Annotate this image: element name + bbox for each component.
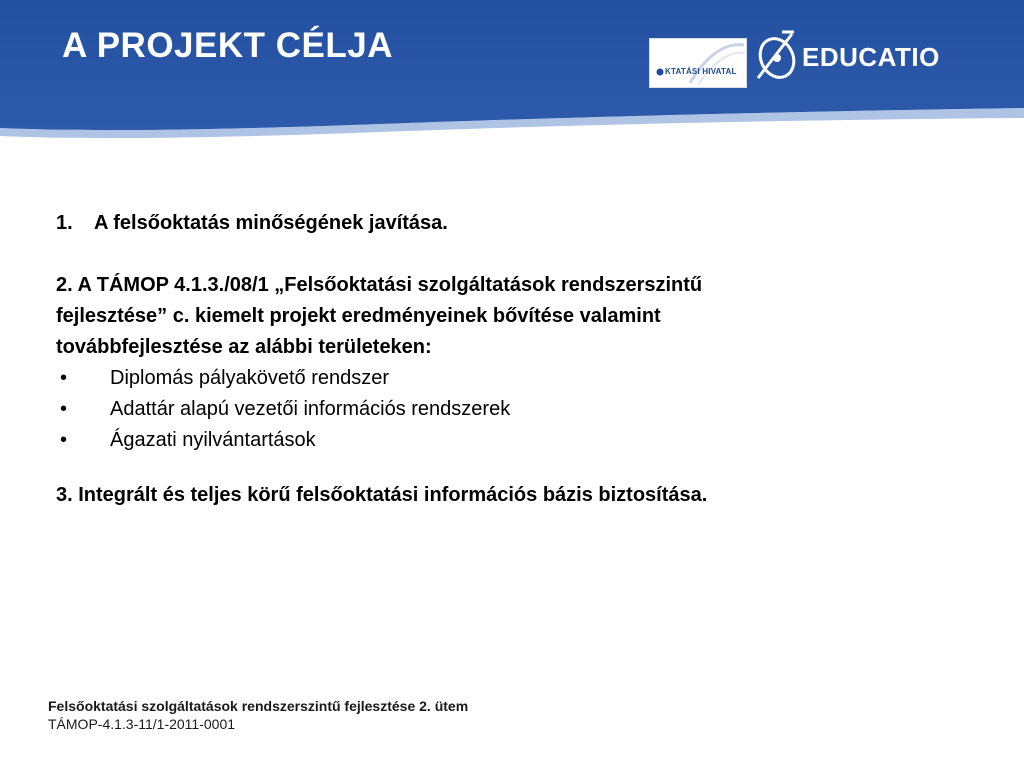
goal-item-2-line: 2. A TÁMOP 4.1.3./08/1 „Felsőoktatási szolgáltatások rendszerszintű [56,274,703,296]
goal-item-2-line: fejlesztése” c. kiemelt projekt eredményeinek bővítése valamint [56,305,661,327]
bullet-item [56,363,986,394]
goal-item-2-line: továbbfejlesztése az alábbi területeken: [56,336,432,358]
bullet-item [56,394,986,425]
bullet-icon: • [60,429,68,451]
bullet-text: Diplomás pályakövető rendszer [110,367,390,389]
educatio-wordmark: EDUCATIO [802,42,940,72]
goal-item-1 [56,208,986,239]
bullet-item [56,425,986,456]
slide-body [56,208,986,511]
oktatasi-hivatal-label: KTATÁSI HIVATAL [665,67,737,76]
footer-project-code: TÁMOP-4.1.3-11/1-2011-0001 [48,716,236,732]
footer-project-name: Felsőoktatási szolgáltatások rendszerszintű fejlesztése 2. ütem [48,698,469,714]
swoosh-icon [650,39,746,87]
goal-item-3: 3. Integrált és teljes körű felsőoktatási információs bázis biztosítása. [56,484,708,506]
goal-item-1-text: A felsőoktatás minőségének javítása. [94,212,448,234]
educatio-emblem-icon [752,28,802,84]
bullet-text: Adattár alapú vezetői információs rendszerek [110,398,511,420]
slide-title: A PROJEKT CÉLJA [62,26,393,65]
goal-item-1-number: 1. [56,212,73,234]
header-background [0,0,1024,150]
header-banner [0,0,1024,150]
goal-item-2-bullet-list [56,363,986,456]
bullet-text: Ágazati nyilvántartások [110,429,316,451]
goal-item-2 [56,270,986,456]
slide-footer [48,697,468,733]
oktatasi-hivatal-logo [649,38,747,88]
bullet-icon: • [60,398,68,420]
bullet-icon: • [60,367,68,389]
